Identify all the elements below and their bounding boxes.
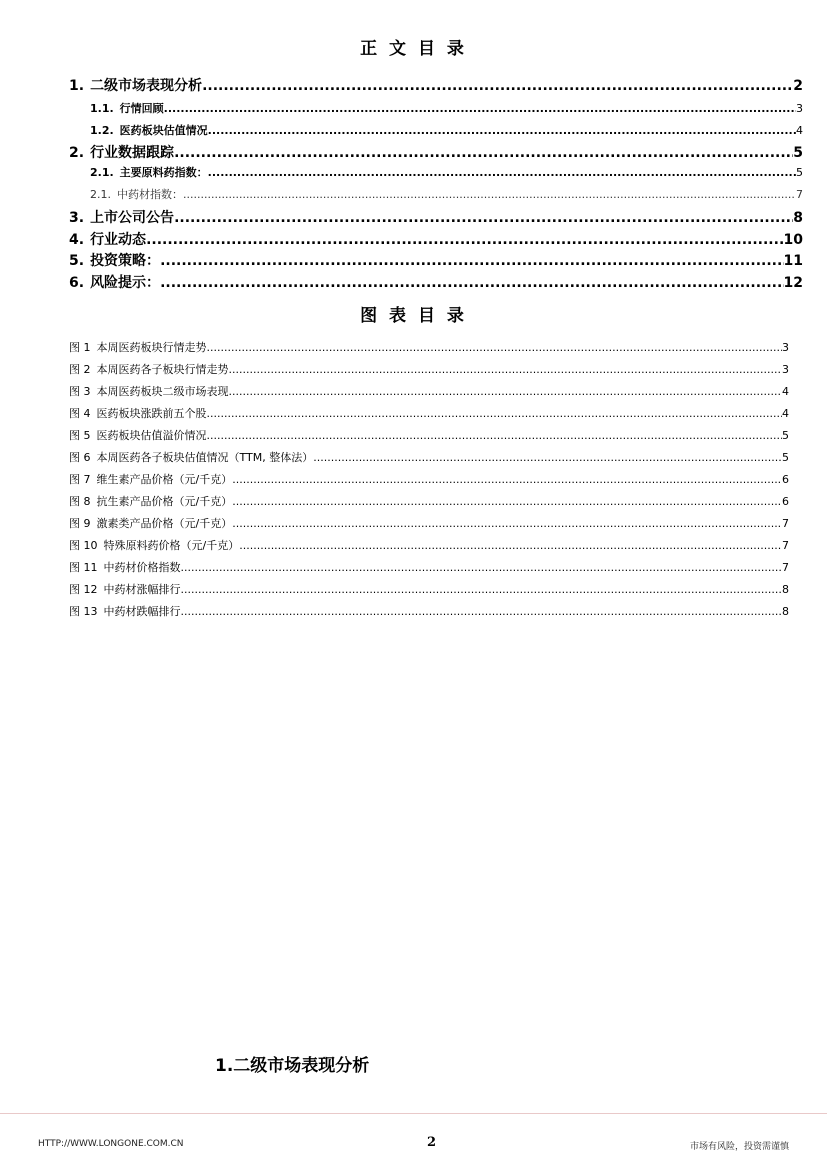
figure-leader <box>207 407 783 420</box>
toc-leader <box>174 210 793 226</box>
figure-number: 图 13 <box>69 605 98 618</box>
toc-page: 12 <box>783 275 803 291</box>
toc-number: 5. <box>69 253 85 269</box>
figure-text: 激素类产品价格（元/千克） <box>96 517 233 530</box>
toc-number: 1. <box>69 78 85 94</box>
toc-text: 主要原料药指数： <box>119 166 208 179</box>
figure-text: 中药材价格指数 <box>103 561 181 574</box>
figure-text: 维生素产品价格（元/千克） <box>96 473 233 486</box>
figure-page: 7 <box>782 561 789 574</box>
toc-number: 2. <box>69 145 85 161</box>
page-number: 2 <box>427 1135 437 1150</box>
toc-page: 10 <box>783 232 803 248</box>
toc-leader <box>146 232 783 248</box>
figure-leader <box>232 473 782 486</box>
toc-entry[interactable] <box>69 272 803 292</box>
toc-entry[interactable] <box>90 186 803 202</box>
figure-leader <box>313 451 782 464</box>
figure-leader <box>229 363 783 376</box>
figure-page: 7 <box>782 539 789 552</box>
figure-entry[interactable] <box>69 405 789 421</box>
figure-page: 4 <box>782 385 789 398</box>
figure-number: 图 3 <box>69 385 91 398</box>
toc-entry[interactable] <box>90 164 803 180</box>
toc-text: 行情回顾 <box>119 102 164 115</box>
figure-leader <box>181 561 783 574</box>
figure-leader <box>181 605 783 618</box>
figure-leader <box>232 517 782 530</box>
figure-page: 8 <box>782 605 789 618</box>
figure-text: 中药材涨幅排行 <box>103 583 181 596</box>
toc-number: 4. <box>69 232 85 248</box>
figure-entry[interactable] <box>69 581 789 597</box>
figure-number: 图 5 <box>69 429 91 442</box>
risk-notice: 市场有风险，投资需谨慎 <box>689 1142 789 1152</box>
figure-text: 医药板块涨跌前五个股 <box>96 407 207 420</box>
figure-entry[interactable] <box>69 427 789 443</box>
toc-text: 二级市场表现分析 <box>90 78 203 94</box>
toc-number: 6. <box>69 275 85 291</box>
toc-text: 投资策略： <box>90 253 161 269</box>
figure-entry[interactable] <box>69 515 789 531</box>
figure-text: 特殊原料药价格（元/千克） <box>103 539 240 552</box>
figure-text: 本周医药各子板块估值情况（TTM, 整体法） <box>96 451 314 464</box>
figure-page: 8 <box>782 583 789 596</box>
figure-number: 图 9 <box>69 517 91 530</box>
section-heading: 1.二级市场表现分析 <box>215 1056 370 1076</box>
figure-entry[interactable] <box>69 537 789 553</box>
figure-entry[interactable] <box>69 559 789 575</box>
figure-page: 3 <box>782 363 789 376</box>
toc-leader <box>208 166 796 179</box>
figure-number: 图 7 <box>69 473 91 486</box>
toc-leader <box>202 78 793 94</box>
figure-text: 抗生素产品价格（元/千克） <box>96 495 233 508</box>
figure-leader <box>229 385 783 398</box>
toc-number: 1.2. <box>90 124 114 137</box>
figure-entry[interactable] <box>69 603 789 619</box>
figure-entry[interactable] <box>69 471 789 487</box>
footer-url[interactable]: HTTP://WWW.LONGONE.COM.CN <box>38 1139 184 1149</box>
figures-title: 图 表 目 录 <box>360 306 467 326</box>
figure-leader <box>239 539 782 552</box>
figure-entry[interactable] <box>69 449 789 465</box>
figure-leader <box>207 429 783 442</box>
toc-leader <box>164 102 796 115</box>
toc-page: 11 <box>783 253 803 269</box>
figure-text: 本周医药各子板块行情走势 <box>96 363 229 376</box>
figure-text: 本周医药板块二级市场表现 <box>96 385 229 398</box>
figure-page: 5 <box>782 451 789 464</box>
toc-text: 中药材指数： <box>117 188 183 201</box>
toc-entry[interactable] <box>90 100 803 116</box>
figure-page: 4 <box>782 407 789 420</box>
toc-entry[interactable] <box>69 142 803 162</box>
toc-text: 行业数据跟踪 <box>90 145 175 161</box>
toc-number: 1.1. <box>90 102 114 115</box>
toc-page: 3 <box>796 102 803 115</box>
figure-leader <box>181 583 783 596</box>
toc-number: 2.1. <box>90 188 111 201</box>
figure-page: 7 <box>782 517 789 530</box>
toc-title: 正 文 目 录 <box>360 39 467 59</box>
toc-text: 医药板块估值情况 <box>119 124 208 137</box>
toc-leader <box>183 188 796 201</box>
figure-text: 本周医药板块行情走势 <box>96 341 207 354</box>
figure-page: 3 <box>782 341 789 354</box>
toc-entry[interactable] <box>69 250 803 270</box>
toc-leader <box>208 124 796 137</box>
toc-text: 行业动态 <box>90 232 147 248</box>
figure-page: 5 <box>782 429 789 442</box>
toc-entry[interactable] <box>69 75 803 95</box>
toc-number: 2.1. <box>90 166 114 179</box>
toc-leader <box>160 253 783 269</box>
figure-number: 图 11 <box>69 561 98 574</box>
toc-page: 8 <box>793 210 803 226</box>
figure-entry[interactable] <box>69 361 789 377</box>
figure-entry[interactable] <box>69 339 789 355</box>
figure-number: 图 2 <box>69 363 91 376</box>
toc-page: 4 <box>796 124 803 137</box>
figure-entry[interactable] <box>69 493 789 509</box>
toc-entry[interactable] <box>69 207 803 227</box>
toc-text: 风险提示： <box>90 275 161 291</box>
figure-number: 图 6 <box>69 451 91 464</box>
figure-number: 图 4 <box>69 407 91 420</box>
toc-page: 7 <box>796 188 803 201</box>
figure-number: 图 12 <box>69 583 98 596</box>
toc-text: 上市公司公告 <box>90 210 175 226</box>
figure-number: 图 1 <box>69 341 91 354</box>
toc-leader <box>174 145 793 161</box>
figure-entry[interactable] <box>69 383 789 399</box>
figure-text: 医药板块估值溢价情况 <box>96 429 207 442</box>
toc-entry[interactable] <box>90 122 803 138</box>
figure-text: 中药材跌幅排行 <box>103 605 181 618</box>
figure-leader <box>207 341 783 354</box>
figure-number: 图 8 <box>69 495 91 508</box>
toc-page: 5 <box>796 166 803 179</box>
toc-leader <box>160 275 783 291</box>
toc-entry[interactable] <box>69 229 803 249</box>
figure-leader <box>232 495 782 508</box>
figure-page: 6 <box>782 495 789 508</box>
footer-divider <box>0 1113 827 1114</box>
toc-page: 2 <box>793 78 803 94</box>
toc-page: 5 <box>793 145 803 161</box>
figure-page: 6 <box>782 473 789 486</box>
toc-number: 3. <box>69 210 85 226</box>
figure-number: 图 10 <box>69 539 98 552</box>
